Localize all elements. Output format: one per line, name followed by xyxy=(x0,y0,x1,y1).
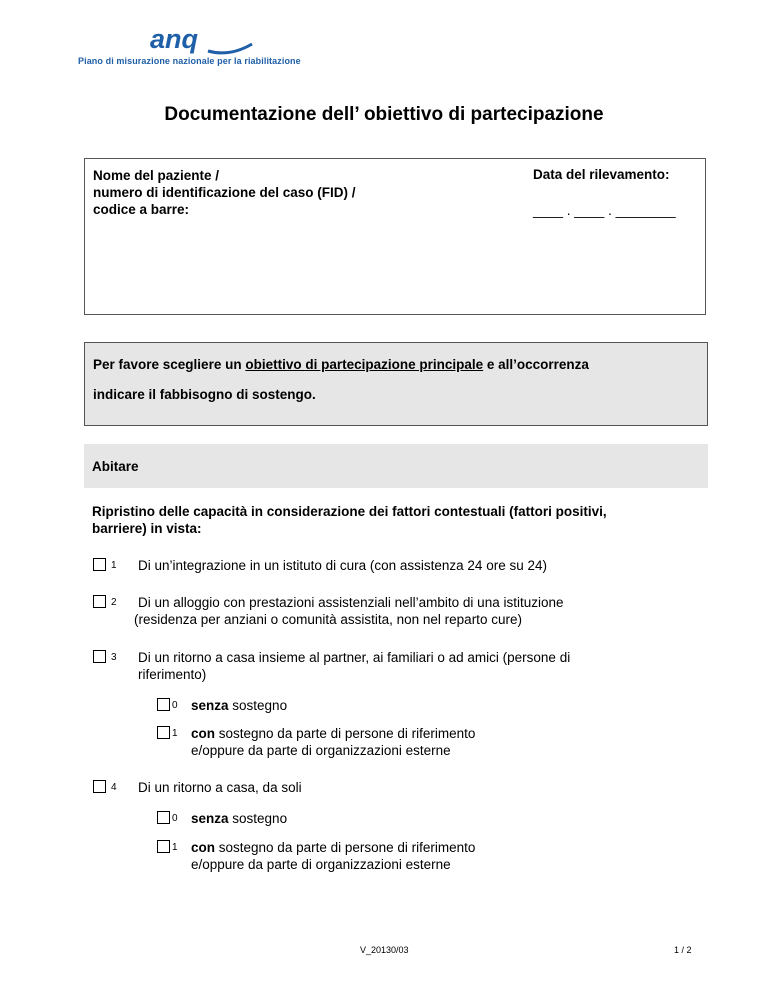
intro-line: barriere) in vista: xyxy=(92,521,202,536)
patient-label-line: Nome del paziente / xyxy=(93,168,220,183)
instruction-underlined: obiettivo di partecipazione principale xyxy=(245,357,484,372)
option-1-label: Di un’integrazione in un istituto di cura (con assistenza 24 ore su 24) xyxy=(138,558,547,573)
option-3-sub-0-checkbox[interactable] xyxy=(157,698,170,711)
intro-line: Ripristino delle capacità in considerazione dei fattori contestuali (fattori positivi, xyxy=(92,504,607,519)
instruction-box xyxy=(84,342,708,426)
option-3-sub-0-label: senza sostegno xyxy=(191,698,288,713)
option-3-checkbox[interactable] xyxy=(93,650,106,663)
section-title: Abitare xyxy=(92,459,139,474)
option-4-sub-0-label: senza sostegno xyxy=(191,811,288,826)
option-4-sub-1-label: con sostegno da parte di persone di riferimento e/oppure da parte di organizzazioni esterne xyxy=(191,840,476,872)
option-2-label: Di un alloggio con prestazioni assistenziali nell’ambito di una istituzione (residenza per anziani o comunità assistita, non nel reparto cure) xyxy=(134,595,564,627)
anq-logo-mark xyxy=(148,26,258,56)
option-4-sub-0-number: 0 xyxy=(172,813,178,824)
option-2-number: 2 xyxy=(111,597,117,608)
patient-label-line: codice a barre: xyxy=(93,202,190,217)
patient-info-box xyxy=(84,158,706,315)
section-intro xyxy=(92,503,607,537)
option-4-label: Di un ritorno a casa, da soli xyxy=(138,780,302,795)
option-1-checkbox[interactable] xyxy=(93,558,106,571)
logo-subtitle: Piano di misurazione nazionale per la riabilitazione xyxy=(78,56,301,66)
patient-id-label xyxy=(93,167,356,218)
option-3-number: 3 xyxy=(111,652,117,663)
instruction-line-1: Per favore scegliere un obiettivo di partecipazione principale e all’occorrenza xyxy=(93,357,589,372)
survey-date-field[interactable]: ____ . ____ . ________ xyxy=(533,203,676,218)
section-header xyxy=(84,444,708,488)
option-3-label: Di un ritorno a casa insieme al partner, ai familiari o ad amici (persone di riferimento) xyxy=(138,650,571,682)
option-4-sub-1-number: 1 xyxy=(172,842,178,853)
option-3-sub-1-label: con sostegno da parte di persone di riferimento e/oppure da parte di organizzazioni esterne xyxy=(191,726,476,758)
patient-label-line: numero di identificazione del caso (FID) / xyxy=(93,185,356,200)
logo-letters: anq xyxy=(150,26,199,54)
footer-version: V_20130/03 xyxy=(360,945,409,955)
instruction-line-2: indicare il fabbisogno di sostengo. xyxy=(93,387,316,402)
option-3-sub-0-number: 0 xyxy=(172,700,178,711)
option-3-sub-1-checkbox[interactable] xyxy=(157,726,170,739)
option-4-checkbox[interactable] xyxy=(93,780,106,793)
page-title: Documentazione dell’ obiettivo di partecipazione xyxy=(164,104,604,125)
footer-page-number: 1 / 2 xyxy=(674,945,692,955)
option-1-number: 1 xyxy=(111,560,117,571)
anq-logo xyxy=(78,26,338,72)
option-4-sub-0-checkbox[interactable] xyxy=(157,811,170,824)
survey-date-label: Data del rilevamento: xyxy=(533,167,670,182)
option-4-sub-1-checkbox[interactable] xyxy=(157,840,170,853)
option-2-checkbox[interactable] xyxy=(93,595,106,608)
option-3-sub-1-number: 1 xyxy=(172,728,178,739)
option-4-number: 4 xyxy=(111,782,117,793)
